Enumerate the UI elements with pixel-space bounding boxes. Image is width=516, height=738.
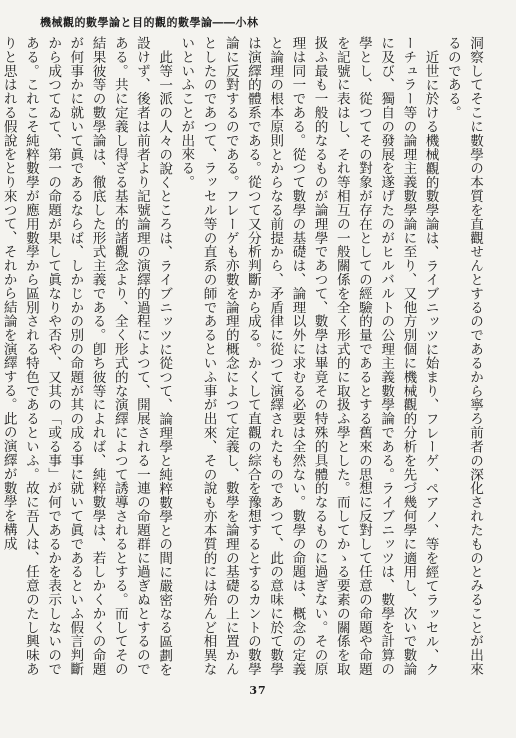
running-header: 機械觀的數學論と目的觀的數學論――小林: [40, 16, 259, 29]
paragraph: 洞察してそこに數學の本質を直觀せんとするのであるから寧ろ前者の深化されたものとみることが出來るのである。: [444, 36, 483, 676]
body-text: [0, 36, 486, 676]
paragraph: 此等一派の人々の說くところは、ライブニッツに從つて、論理學と純粹數學との間に嚴密なる區劃を設けず、後者は前者より記號論理の演繹的過程によつて、開展される一連の命題群に過ぎぬとするのである。共に定義し得ざる基本的諸觀念より、全く形式的な演繹によつて誘導されるとする。而してその結果彼等の數學論は、徹底した形式主義である。卽ち彼等によれば、純粹數學は、若しかくかくの命題が何事かに就いて眞であるならば、しかじかの別の命題が其の成る事に就いて眞であるといふ假言判斷から成つてゐて、第一の命題が果して眞なりや否や、又其の「或る事」が何であるかを表示しないのである。これこそ純粹數學が應用數學から區別される特色であるといふ。故に吾人は、任意のたし興味ありと思はれる假說をとり來つて、それから結論を演繹する。此の演繹が數學を構成: [0, 36, 173, 676]
page-number: 37: [249, 684, 267, 697]
paragraph: 近世に於ける機械觀的數學論は、ライブニッツに始まり、フレーゲ、ペアノ、等を經てラッセル、クーチュラー等の論理主義數學論に至り、又他方別個に機械觀的分析を先づ幾何學に適用し、次いで數論に及び、獨自の發展を遂げたのがヒルバルトの公理主義數學論である。ライブニッツは、數學を計算の學とし、從つてその對象が存在としての經驗的量であるとする舊來の思想に反對して任意の命題や命題を記號に表はし、それ等相互の一般關係を全く形式的に取扱ふ學とした。而してかゝる要素の關係を取扱ふ最も一般的なるものが論理學であつて、數學は畢竟その特殊的具體的なるものに過ぎない。その原理は同一である。從つて數學の基礎は、論理以外に求むる必要は全然ない。數學の命題は、概念の定義と論理の根本原則とからなる前提から、矛盾律に從つて演繹されたものであつて、此の意味に於て數學は演繹的體系である。從つて又分析判斷から成る。かくして直觀の綜合を豫想するとするカントの數學論に反對するのである。フレーゲも亦數を論理的概念によつて定義し、數學を論理の基礎の上に置かんとしたのであつて、ラッセル等の直系の師であるといふ事が出來、その說も亦本質的には殆んど相異ないといふことが出來る。: [178, 36, 439, 676]
